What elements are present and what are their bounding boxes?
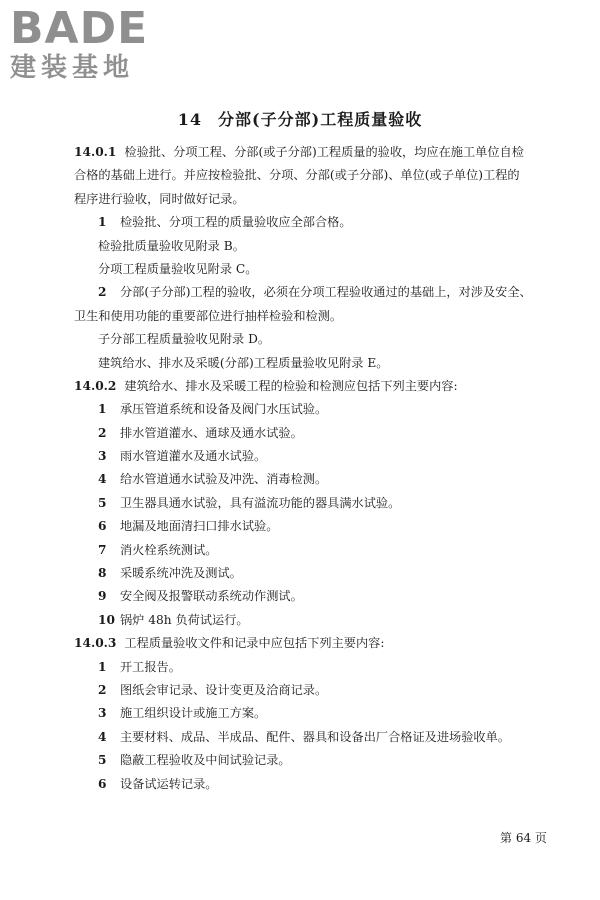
- paragraph-line: 合格的基础上进行。并应按检验批、分项、分部(或子分部)、单位(或子单位)工程的: [74, 168, 520, 183]
- note-line: 子分部工程质量验收见附录 D。: [98, 332, 271, 347]
- item-text: 锅炉 48h 负荷试运行。: [120, 612, 249, 627]
- list-item: [74, 468, 554, 491]
- list-item: [74, 492, 554, 515]
- item-text: 安全阀及报警联动系统动作测试。: [120, 589, 303, 604]
- document-body: [74, 141, 554, 796]
- item-number: 5: [98, 753, 107, 768]
- item-number: 10: [98, 612, 115, 627]
- clause-14-0-1-line: [74, 141, 554, 164]
- logo-brand: BADE: [10, 3, 149, 54]
- item-number: 2: [98, 425, 107, 440]
- list-item: [74, 281, 554, 304]
- note-line: 分项工程质量验收见附录 C。: [98, 261, 258, 276]
- item-text: 排水管道灌水、通球及通水试验。: [120, 425, 303, 440]
- item-number: 1: [98, 659, 107, 674]
- note-line: 检验批质量验收见附录 B。: [98, 238, 245, 253]
- list-item: [74, 656, 554, 679]
- chapter-title: [0, 107, 600, 130]
- list-item: [74, 679, 554, 702]
- item-number: 3: [98, 706, 107, 721]
- item-text: 图纸会审记录、设计变更及洽商记录。: [120, 682, 328, 697]
- item-text: 分部(子分部)工程的验收，必须在分项工程验收通过的基础上，对涉及安全、: [120, 285, 532, 300]
- list-item: [74, 515, 554, 538]
- item-text: 卫生器具通水试验，具有溢流功能的器具满水试验。: [120, 495, 401, 510]
- list-item: [74, 539, 554, 562]
- item-number: 1: [98, 402, 107, 417]
- paragraph-line: 程序进行验收，同时做好记录。: [74, 191, 245, 206]
- chapter-title-text: 分部(子分部)工程质量验收: [218, 110, 423, 129]
- paragraph-text: 建筑给水、排水及采暖工程的检验和检测应包括下列主要内容:: [124, 378, 458, 393]
- list-item: [74, 773, 554, 796]
- list-item: [74, 702, 554, 725]
- chapter-number: 14: [177, 110, 203, 129]
- logo-brand-cn: 建装基地: [10, 53, 135, 83]
- item-number: 5: [98, 495, 107, 510]
- item-number: 4: [98, 472, 107, 487]
- item-text: 消火栓系统测试。: [120, 542, 218, 557]
- logo: [10, 3, 180, 84]
- item-text: 开工报告。: [120, 659, 181, 674]
- item-number: 1: [98, 215, 107, 230]
- list-item: [74, 609, 554, 632]
- item-number: 6: [98, 776, 107, 791]
- paragraph-text: 工程质量验收文件和记录中应包括下列主要内容:: [124, 636, 385, 651]
- list-item: [74, 398, 554, 421]
- note-line: 建筑给水、排水及采暖(分部)工程质量验收见附录 E。: [98, 355, 389, 370]
- list-item: [74, 445, 554, 468]
- item-number: 7: [98, 542, 107, 557]
- page-number: 第 64 页: [500, 831, 547, 845]
- item-text: 施工组织设计或施工方案。: [120, 706, 267, 721]
- item-text: 采暖系统冲洗及测试。: [120, 566, 242, 581]
- clause-number: 14.0.1: [74, 145, 117, 159]
- item-number: 4: [98, 729, 107, 744]
- list-item: [74, 422, 554, 445]
- item-text: 隐蔽工程验收及中间试验记录。: [120, 753, 291, 768]
- item-number: 9: [98, 589, 107, 604]
- item-number: 6: [98, 519, 107, 534]
- clause-number: 14.0.2: [74, 378, 117, 393]
- item-number: 8: [98, 566, 107, 581]
- clause-number: 14.0.3: [74, 636, 117, 651]
- list-item: [74, 726, 554, 749]
- item-text: 给水管道通水试验及冲洗、消毒检测。: [120, 472, 328, 487]
- clause-14-0-3-line: [74, 632, 554, 655]
- paragraph-text: 检验批、分项工程、分部(或子分部)工程质量的验收，均应在施工单位自检: [124, 145, 524, 159]
- list-item: [74, 749, 554, 772]
- item-text: 检验批、分项工程的质量验收应全部合格。: [120, 215, 352, 230]
- list-item: [74, 585, 554, 608]
- item-number: 2: [98, 285, 107, 300]
- list-item: [74, 211, 554, 234]
- item-number: 3: [98, 449, 107, 464]
- clause-14-0-2-line: [74, 375, 554, 398]
- paragraph-line: 卫生和使用功能的重要部位进行抽样检验和检测。: [74, 308, 343, 323]
- item-text: 主要材料、成品、半成品、配件、器具和设备出厂合格证及进场验收单。: [120, 729, 510, 744]
- item-text: 设备试运转记录。: [120, 776, 218, 791]
- item-text: 承压管道系统和设备及阀门水压试验。: [120, 402, 328, 417]
- list-item: [74, 562, 554, 585]
- item-number: 2: [98, 682, 107, 697]
- item-text: 雨水管道灌水及通水试验。: [120, 449, 267, 464]
- item-text: 地漏及地面清扫口排水试验。: [120, 519, 279, 534]
